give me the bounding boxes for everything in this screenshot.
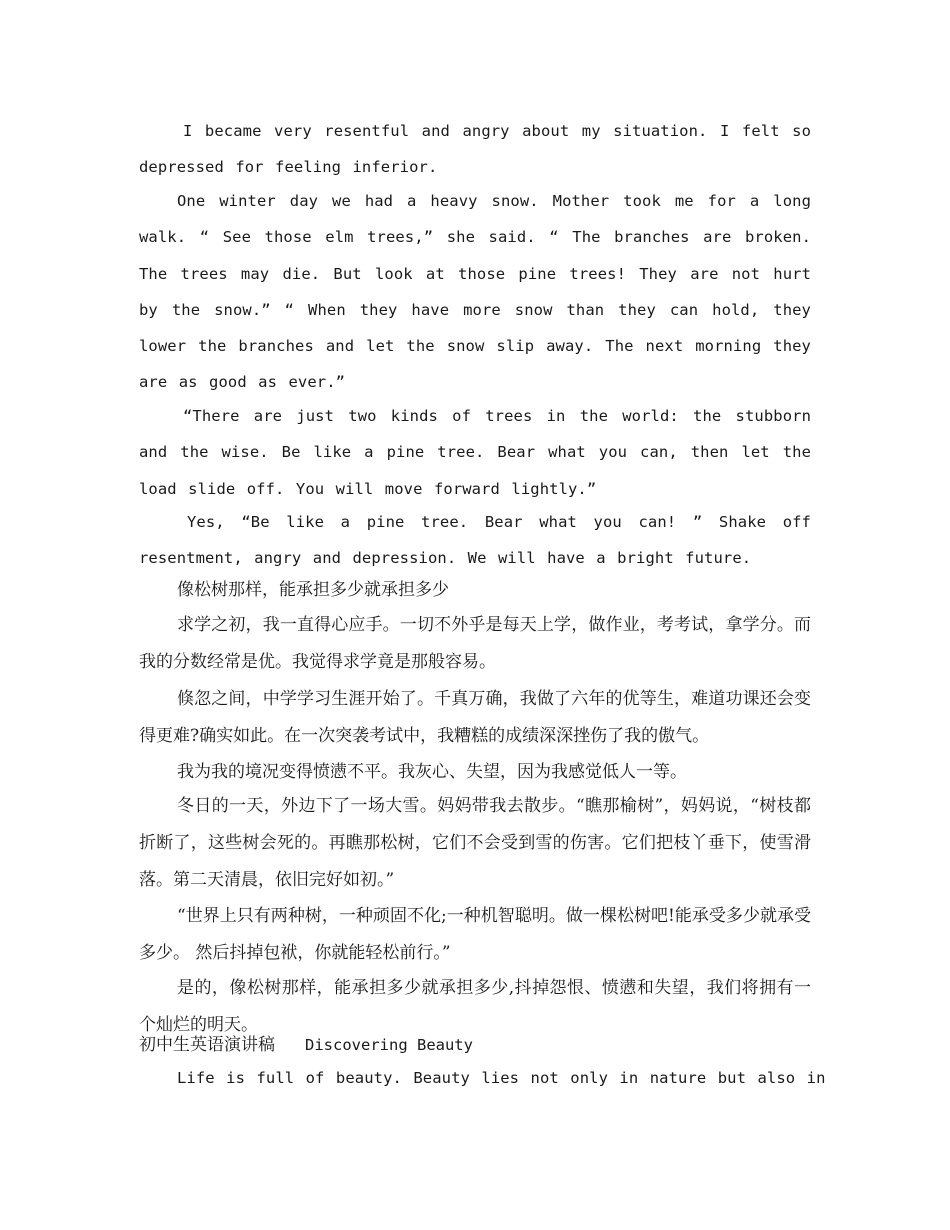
next-speech-title-chinese: 初中生英语演讲稿 bbox=[139, 1035, 275, 1055]
chinese-paragraph-conclusion: 是的，像松树那样，能承担多少就承担多少,抖掉怨恨、愤懑和失望，我们将拥有一个灿烂的明天。 bbox=[139, 978, 811, 1035]
paragraph-two-kinds-of-trees: “There are just two kinds of trees in the world: the stubborn and the wise. Be like a pine tree. Bear what you can, then let the load slide off. You will move forward lightly.” bbox=[139, 407, 811, 498]
paragraph-resentful: I became very resentful and angry about my situation. I felt so depressed for feeling inferior. bbox=[139, 122, 811, 177]
paragraph-be-like-pine: Yes, “Be like a pine tree. Bear what you can! ” Shake off resentment, angry and depression. We will have a bright future. bbox=[139, 513, 811, 568]
chinese-paragraph-two-trees: “世界上只有两种树，一种顽固不化;一种机智聪明。做一棵松树吧!能承受多少就承受多少。 然后抖掉包袱，你就能轻松前行。” bbox=[139, 906, 811, 963]
next-speech-heading bbox=[139, 1030, 473, 1060]
paragraph-winter-day: One winter day we had a heavy snow. Mother took me for a long walk. “ See those elm trees,” she said. “ The branches are broken. The trees may die. But look at those pine trees! They are not hurt by the snow.” “ When they have more snow than they can hold, they lower the branches and let the snow slip away. The next morning they are as good as ever.” bbox=[139, 192, 811, 392]
chinese-paragraph-winter: 冬日的一天，外边下了一场大雪。妈妈带我去散步。“瞧那榆树”，妈妈说，“树枝都折断了，这些树会死的。再瞧那松树，它们不会受到雪的伤害。它们把枝丫垂下，使雪滑落。第二天清晨，依旧完好如初。” bbox=[139, 796, 811, 890]
chinese-paragraph-situation: 我为我的境况变得愤懑不平。我灰心、失望，因为我感觉低人一等。 bbox=[177, 762, 687, 782]
paragraph-discovering-beauty-start: Life is full of beauty. Beauty lies not only in nature but also in bbox=[177, 1069, 826, 1087]
next-speech-title-english: Discovering Beauty bbox=[305, 1036, 473, 1054]
chinese-paragraph-study: 求学之初，我一直得心应手。一切不外乎是每天上学，做作业，考考试，拿学分。而我的分数经常是优。我觉得求学竟是那般容易。 bbox=[139, 615, 811, 672]
chinese-paragraph-middle-school: 倏忽之间，中学学习生涯开始了。千真万确，我做了六年的优等生，难道功课还会变得更难?确实如此。在一次突袭考试中，我糟糕的成绩深深挫伤了我的傲气。 bbox=[139, 689, 811, 746]
chinese-title: 像松树那样，能承担多少就承担多少 bbox=[177, 580, 449, 600]
